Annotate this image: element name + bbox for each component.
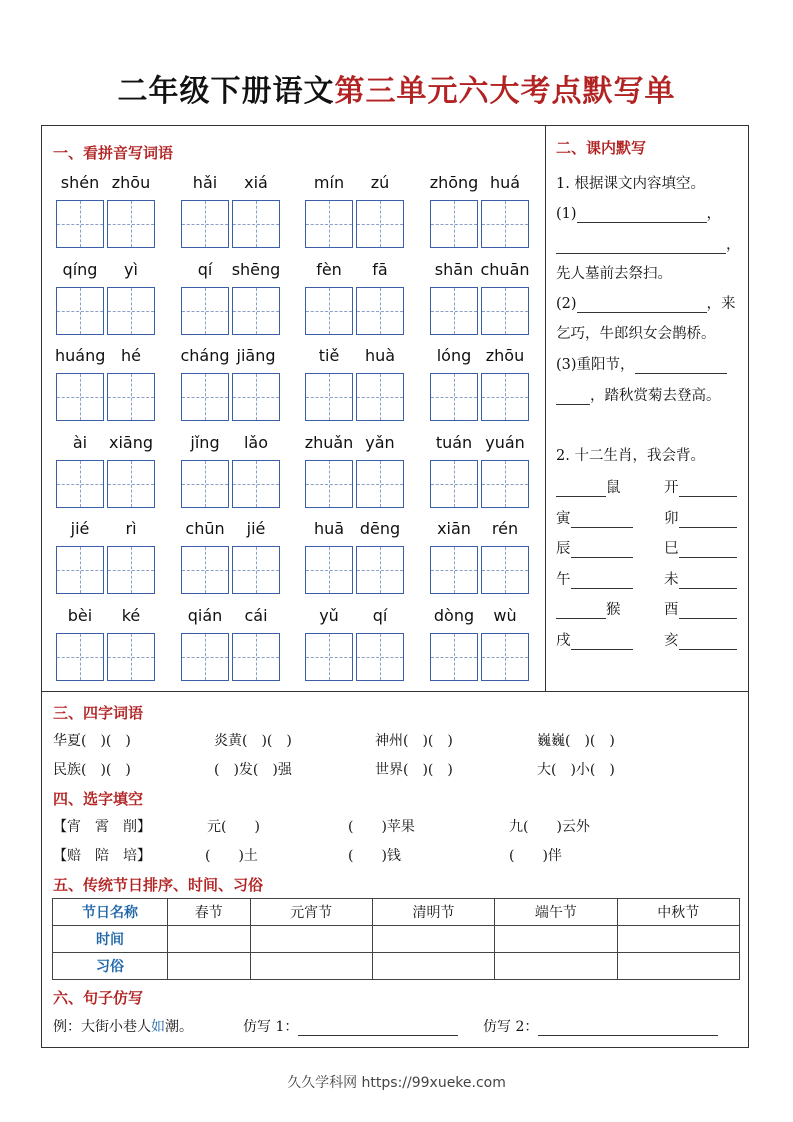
pinyin-label: hé bbox=[121, 346, 141, 365]
s3-r1c3: 神州( )( ) bbox=[375, 733, 453, 749]
pinyin-label: tiě bbox=[318, 346, 340, 365]
pinyin-label: shān bbox=[434, 259, 474, 279]
writing-box[interactable] bbox=[430, 287, 478, 335]
blank-1b[interactable] bbox=[556, 253, 726, 254]
pinyin-label: chūn bbox=[185, 519, 225, 538]
s2-heading: 二、课内默写 bbox=[556, 139, 647, 157]
writing-box[interactable] bbox=[430, 460, 478, 508]
writing-box[interactable] bbox=[107, 460, 155, 508]
pinyin-label: zhuǎn bbox=[304, 432, 354, 452]
table-header-cell: 端午节 bbox=[495, 899, 617, 926]
pinyin-label: lǎo bbox=[243, 432, 269, 452]
writing-box[interactable] bbox=[232, 373, 280, 421]
writing-box[interactable] bbox=[232, 633, 280, 681]
s2-line3: 先人墓前去祭扫。 bbox=[556, 266, 672, 282]
s2-line4 bbox=[556, 292, 736, 313]
pinyin-label: zhōu bbox=[485, 346, 525, 365]
zodiac-item bbox=[664, 507, 737, 528]
s4-r2c3: ( )伴 bbox=[509, 848, 562, 864]
zodiac-animal: 亥 bbox=[664, 633, 679, 649]
writing-box[interactable] bbox=[481, 373, 529, 421]
s2-line2 bbox=[556, 233, 741, 254]
pinyin-label: jǐng bbox=[190, 432, 220, 452]
blank-2a[interactable] bbox=[577, 312, 707, 313]
s4-r1c2: ( )苹果 bbox=[348, 819, 415, 835]
pinyin-label: qí bbox=[197, 259, 213, 279]
pinyin-label: bèi bbox=[67, 605, 93, 625]
writing-box[interactable] bbox=[305, 373, 353, 421]
pinyin-label: xiān bbox=[437, 519, 471, 538]
pinyin-label: hǎi bbox=[192, 173, 218, 192]
zodiac-blank[interactable] bbox=[571, 649, 633, 650]
pinyin-label: cháng bbox=[180, 346, 230, 365]
zodiac-blank[interactable] bbox=[679, 557, 737, 558]
pinyin-label: qián bbox=[187, 605, 223, 625]
s3-heading: 三、四字词语 bbox=[53, 704, 144, 722]
pinyin-label: qíng bbox=[62, 259, 98, 279]
writing-box[interactable] bbox=[305, 200, 353, 248]
writing-box[interactable] bbox=[481, 287, 529, 335]
pinyin-label: yì bbox=[124, 259, 138, 279]
writing-box[interactable] bbox=[305, 633, 353, 681]
s2-line7 bbox=[556, 384, 721, 405]
writing-box[interactable] bbox=[430, 633, 478, 681]
s6-ex-highlight: 如 bbox=[151, 1019, 165, 1035]
writing-box[interactable] bbox=[356, 633, 404, 681]
table-header-cell: 节日名称 bbox=[53, 899, 168, 926]
pinyin-label: rì bbox=[125, 519, 137, 538]
s6-example bbox=[53, 1016, 193, 1036]
zodiac-animal: 巳 bbox=[664, 541, 679, 557]
s2-line6 bbox=[556, 353, 727, 374]
s3-r2c4: 大( )小( ) bbox=[537, 762, 615, 778]
writing-box[interactable] bbox=[107, 287, 155, 335]
zodiac-blank[interactable] bbox=[556, 618, 606, 619]
s5-heading: 五、传统节日排序、时间、习俗 bbox=[53, 876, 264, 894]
s3-r1c1: 华夏( )( ) bbox=[53, 733, 131, 749]
row-label-time: 时间 bbox=[53, 926, 168, 953]
title-red: 第三单元六大考点默写单 bbox=[334, 74, 676, 109]
zodiac-item bbox=[556, 537, 633, 558]
pinyin-label: huà bbox=[364, 346, 396, 365]
pinyin-label: qí bbox=[372, 605, 388, 625]
writing-box[interactable] bbox=[181, 200, 229, 248]
zodiac-animal: 鼠 bbox=[606, 480, 621, 496]
s6-heading: 六、句子仿写 bbox=[53, 989, 144, 1007]
writing-box[interactable] bbox=[305, 460, 353, 508]
s2-line1-label: (1) bbox=[556, 206, 577, 222]
writing-box[interactable] bbox=[56, 200, 104, 248]
writing-box[interactable] bbox=[481, 546, 529, 594]
pinyin-label: tuán bbox=[435, 432, 473, 452]
s6-f2-label: 仿写 2： bbox=[483, 1019, 539, 1035]
pinyin-label: huáng bbox=[55, 346, 106, 365]
s4-r2-options: 【赔 陪 培】 bbox=[53, 848, 151, 864]
zodiac-item bbox=[664, 537, 737, 558]
writing-box[interactable] bbox=[232, 200, 280, 248]
table-cell[interactable] bbox=[168, 926, 251, 953]
pinyin-label: dòng bbox=[433, 605, 475, 625]
pinyin-label: chuān bbox=[480, 259, 530, 279]
pinyin-label: fā bbox=[372, 259, 388, 279]
zodiac-item bbox=[556, 568, 633, 589]
table-cell[interactable] bbox=[372, 926, 494, 953]
pinyin-label: yǎn bbox=[365, 432, 395, 452]
pinyin-label: lóng bbox=[436, 346, 472, 365]
zodiac-item bbox=[556, 629, 633, 650]
writing-box[interactable] bbox=[107, 373, 155, 421]
writing-box[interactable] bbox=[232, 287, 280, 335]
pinyin-label: rén bbox=[491, 519, 519, 538]
writing-box[interactable] bbox=[356, 200, 404, 248]
writing-box[interactable] bbox=[481, 200, 529, 248]
writing-box[interactable] bbox=[232, 546, 280, 594]
writing-box[interactable] bbox=[181, 373, 229, 421]
writing-box[interactable] bbox=[107, 633, 155, 681]
s4-r1c3: 九( )云外 bbox=[509, 819, 590, 835]
pinyin-label: wù bbox=[493, 605, 517, 625]
writing-box[interactable] bbox=[181, 546, 229, 594]
s3-r1c4: 巍巍( )( ) bbox=[537, 733, 615, 749]
s2-line6-text: (3)重阳节， bbox=[556, 357, 635, 373]
writing-box[interactable] bbox=[56, 546, 104, 594]
writing-box[interactable] bbox=[56, 373, 104, 421]
zodiac-animal: 午 bbox=[556, 572, 571, 588]
pinyin-label: huá bbox=[489, 173, 521, 192]
pinyin-label: jié bbox=[246, 519, 266, 538]
table-cell[interactable] bbox=[250, 926, 372, 953]
pinyin-label: ài bbox=[72, 432, 88, 452]
zodiac-animal: 猴 bbox=[606, 602, 621, 618]
writing-box[interactable] bbox=[481, 633, 529, 681]
zodiac-blank[interactable] bbox=[679, 649, 737, 650]
zodiac-animal: 戌 bbox=[556, 633, 571, 649]
zodiac-item bbox=[664, 568, 737, 589]
pinyin-label: yuán bbox=[485, 432, 525, 452]
page-title bbox=[0, 66, 793, 110]
writing-box[interactable] bbox=[305, 287, 353, 335]
zodiac-blank[interactable] bbox=[679, 496, 737, 497]
zodiac-blank[interactable] bbox=[679, 527, 737, 528]
s1-heading: 一、看拼音写词语 bbox=[53, 144, 174, 162]
zodiac-blank[interactable] bbox=[679, 588, 737, 589]
zodiac-animal: 卯 bbox=[664, 511, 679, 527]
writing-box[interactable] bbox=[356, 460, 404, 508]
writing-box[interactable] bbox=[56, 287, 104, 335]
writing-box[interactable] bbox=[481, 460, 529, 508]
pinyin-label: shén bbox=[60, 173, 100, 192]
writing-box[interactable] bbox=[430, 373, 478, 421]
zodiac-item bbox=[664, 629, 737, 650]
s2-q1: 1. 根据课文内容填空。 bbox=[556, 176, 705, 192]
pinyin-label: shēng bbox=[231, 259, 281, 279]
writing-box[interactable] bbox=[56, 633, 104, 681]
table-row bbox=[53, 926, 740, 953]
zodiac-animal: 酉 bbox=[664, 602, 679, 618]
writing-box[interactable] bbox=[107, 546, 155, 594]
footer-watermark: 久久学科网 https://99xueke.com bbox=[287, 1075, 506, 1091]
writing-box[interactable] bbox=[181, 460, 229, 508]
imitate-1-blank[interactable] bbox=[298, 1035, 458, 1036]
pinyin-label: fèn bbox=[316, 259, 342, 279]
writing-box[interactable] bbox=[305, 546, 353, 594]
pinyin-label: ké bbox=[121, 605, 141, 625]
writing-box[interactable] bbox=[232, 460, 280, 508]
s2-line5: 乞巧，牛郎织女会鹊桥。 bbox=[556, 326, 716, 342]
imitate-2-blank[interactable] bbox=[538, 1035, 718, 1036]
s6-f1-label: 仿写 1： bbox=[243, 1019, 299, 1035]
pinyin-label: huā bbox=[313, 519, 345, 538]
writing-box[interactable] bbox=[107, 200, 155, 248]
zodiac-animal: 寅 bbox=[556, 511, 571, 527]
zodiac-animal: 开 bbox=[664, 480, 679, 496]
blank-3a[interactable] bbox=[635, 373, 727, 374]
pinyin-label: zhōu bbox=[111, 173, 151, 192]
pinyin-label: mín bbox=[313, 173, 345, 192]
zodiac-blank[interactable] bbox=[571, 588, 633, 589]
writing-box[interactable] bbox=[181, 287, 229, 335]
pinyin-label: dēng bbox=[359, 519, 401, 538]
table-header-cell: 春节 bbox=[168, 899, 251, 926]
table-cell[interactable] bbox=[495, 953, 617, 980]
pinyin-label: yǔ bbox=[319, 605, 339, 625]
s2-line1-punct: ， bbox=[706, 206, 722, 222]
s4-r2c1: ( )土 bbox=[205, 848, 258, 864]
title-black: 二年级下册语文 bbox=[117, 74, 335, 109]
pinyin-label: zú bbox=[370, 173, 390, 192]
s6-imitate-1 bbox=[243, 1016, 458, 1036]
table-cell[interactable] bbox=[168, 953, 251, 980]
zodiac-item bbox=[556, 476, 621, 497]
row-label-custom: 习俗 bbox=[53, 953, 168, 980]
table-row bbox=[53, 899, 740, 926]
s2-line7-text: ，踏秋赏菊去登高。 bbox=[590, 388, 721, 404]
blank-3b[interactable] bbox=[556, 404, 590, 405]
s2-line1 bbox=[556, 202, 721, 223]
s2-q2: 2. 十二生肖，我会背。 bbox=[556, 448, 705, 464]
s4-r1-options: 【宵 霄 削】 bbox=[53, 819, 151, 835]
zodiac-item bbox=[556, 598, 621, 619]
table-cell[interactable] bbox=[617, 953, 739, 980]
pinyin-label: xiāng bbox=[108, 432, 153, 452]
s4-r1c1: 元( ) bbox=[207, 819, 260, 835]
s3-r2c1: 民族( )( ) bbox=[53, 762, 131, 778]
zodiac-item bbox=[664, 598, 737, 619]
section-divider bbox=[41, 691, 749, 692]
s6-ex-prefix: 例：大街小巷人 bbox=[53, 1019, 151, 1035]
table-cell[interactable] bbox=[495, 926, 617, 953]
pinyin-label: jié bbox=[70, 519, 90, 538]
table-cell[interactable] bbox=[250, 953, 372, 980]
zodiac-item bbox=[556, 507, 633, 528]
table-cell[interactable] bbox=[372, 953, 494, 980]
writing-box[interactable] bbox=[356, 373, 404, 421]
s2-line4-label: (2) bbox=[556, 296, 577, 312]
writing-box[interactable] bbox=[56, 460, 104, 508]
writing-box[interactable] bbox=[430, 546, 478, 594]
s6-ex-suffix: 潮。 bbox=[165, 1019, 193, 1035]
pinyin-label: jiāng bbox=[236, 346, 276, 365]
table-header-cell: 元宵节 bbox=[250, 899, 372, 926]
s4-heading: 四、选字填空 bbox=[53, 790, 144, 808]
zodiac-animal: 未 bbox=[664, 572, 679, 588]
table-header-cell: 清明节 bbox=[372, 899, 494, 926]
zodiac-blank[interactable] bbox=[571, 557, 633, 558]
zodiac-item bbox=[664, 476, 737, 497]
s3-r2c3: 世界( )( ) bbox=[375, 762, 453, 778]
zodiac-blank[interactable] bbox=[571, 527, 633, 528]
s2-line2-punct: ， bbox=[726, 237, 741, 253]
table-row bbox=[53, 953, 740, 980]
pinyin-label: cái bbox=[244, 605, 268, 625]
s3-r1c2: 炎黄( )( ) bbox=[214, 733, 292, 749]
zodiac-blank[interactable] bbox=[556, 496, 606, 497]
writing-box[interactable] bbox=[181, 633, 229, 681]
zodiac-animal: 辰 bbox=[556, 541, 571, 557]
festival-table bbox=[52, 898, 740, 980]
table-header-cell: 中秋节 bbox=[617, 899, 739, 926]
writing-box[interactable] bbox=[430, 200, 478, 248]
table-cell[interactable] bbox=[617, 926, 739, 953]
pinyin-label: xiá bbox=[244, 173, 268, 192]
blank-1a[interactable] bbox=[577, 222, 707, 223]
zodiac-blank[interactable] bbox=[679, 618, 737, 619]
s2-line4-punct: ，来 bbox=[706, 296, 736, 312]
pinyin-label: zhōng bbox=[429, 173, 479, 192]
column-divider bbox=[545, 125, 546, 692]
s4-r2c2: ( )钱 bbox=[348, 848, 401, 864]
s3-r2c2: ( )发( )强 bbox=[214, 762, 292, 778]
s6-imitate-2 bbox=[483, 1016, 718, 1036]
writing-box[interactable] bbox=[356, 546, 404, 594]
writing-box[interactable] bbox=[356, 287, 404, 335]
